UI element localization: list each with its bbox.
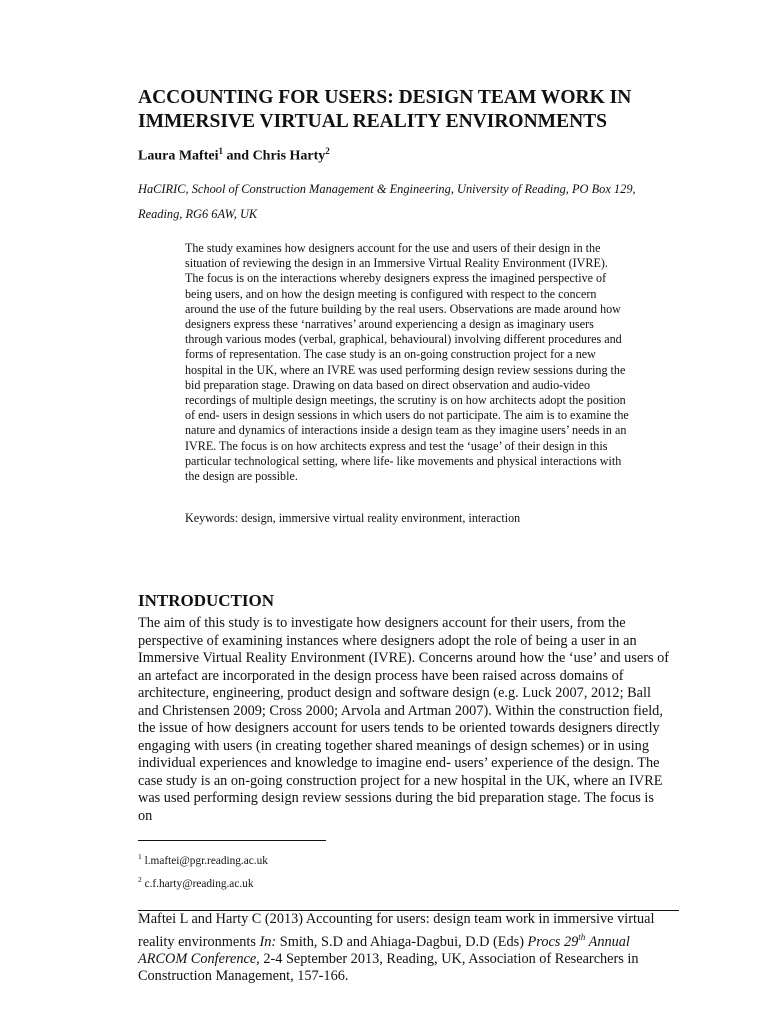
footnote-divider <box>138 840 326 841</box>
paper-title: ACCOUNTING FOR USERS: DESIGN TEAM WORK IN IMMERSIVE VIRTUAL REALITY ENVIRONMENTS <box>138 87 632 132</box>
footnote-email: c.f.harty@reading.ac.uk <box>141 877 254 890</box>
citation-details: 2-4 September 2013, Reading, UK, Association of Researchers in Construction Management, 157-166. <box>138 950 639 985</box>
affiliation: HaCIRIC, School of Construction Management & Engineering, University of Reading, PO Box 129, Reading, RG6 6AW, UK <box>138 182 636 221</box>
introduction-paragraph: The aim of this study is to investigate how designers account for their users, from the perspective of examining instances where designers adopt the role of being a user in an Immersive Virtual Reality Environment (IVRE). Concerns around how the ‘use’ and users of an artefact are incorporated in the design process have been raised across domains of architecture, engineering, product design and software design (e.g. Luck 2007, 2012; Ball and Christensen 2009; Cross 2000; Arvola and Artman 2007). Within the construction field, the issue of how designers account for users tends to be oriented towards designers directly engaging with users (in creating together shared meanings of design schemes) or in using individual experiences and knowledge to imagine end- users’ experience of the design. The case study is an on-going construction project for a new hospital in the UK, where an IVRE was used performing design review sessions during the bid preparation stage. The focus is on <box>138 615 670 824</box>
author-line <box>138 146 330 165</box>
author-affil-marker: 2 <box>325 146 330 156</box>
footnote-number: 2 <box>138 875 142 884</box>
citation-procs: Procs 29 <box>527 933 579 950</box>
abstract: The study examines how designers account for the use and users of their design in the situation of reviewing the design in an Immersive Virtual Reality Environment (IVRE). The focus is on the interactions whereby designers express the imagined perspective of being users, and on how the design meeting is configured with respect to the concern around the use of the future building by the real users. Observations are made around how designers express these ‘narratives’ around experiencing a design as imaginary users through various modes (verbal, graphical, behavioural) involving different procedures and forms of representation. The case study is an on-going construction project for a new hospital in the UK, where an IVRE was used performing design review sessions during the bid preparation stage. Drawing on data based on direct observation and audio-video recordings of multiple design meetings, the scrutiny is on how architects adopt the position of end- users in design sessions in which users do not participate. The aim is to examine the nature and dynamics of interactions inside a design team as they imagine users’ needs in an IVRE. The focus is on how architects express and test the ‘usage’ of their design in this particular technological setting, where life- like movements and physical interactions with the design are possible. <box>185 241 629 484</box>
citation-editors: Smith, S.D and Ahiaga-Dagbui, D.D (Eds) <box>276 933 528 950</box>
footnote <box>138 875 253 890</box>
citation-conference: Annual ARCOM Conference, <box>138 933 630 967</box>
footnote <box>138 852 268 867</box>
author-name: Chris Harty <box>252 148 326 164</box>
citation-ordinal: th <box>578 931 586 942</box>
author-name: Laura Maftei <box>138 148 219 164</box>
keywords: Keywords: design, immersive virtual reality environment, interaction <box>185 511 521 525</box>
citation-block <box>138 911 678 986</box>
section-heading-introduction: INTRODUCTION <box>138 591 275 610</box>
footnote-email: l.maftei@pgr.reading.ac.uk <box>141 854 268 867</box>
footnote-number: 1 <box>138 852 142 861</box>
author-conjunction: and <box>222 148 253 164</box>
citation-in: In: <box>259 933 277 950</box>
author-affil-marker: 1 <box>218 146 223 156</box>
citation-text: Maftei L and Harty C (2013) Accounting for users: design team work in immersive virtual reality environments <box>138 911 655 950</box>
